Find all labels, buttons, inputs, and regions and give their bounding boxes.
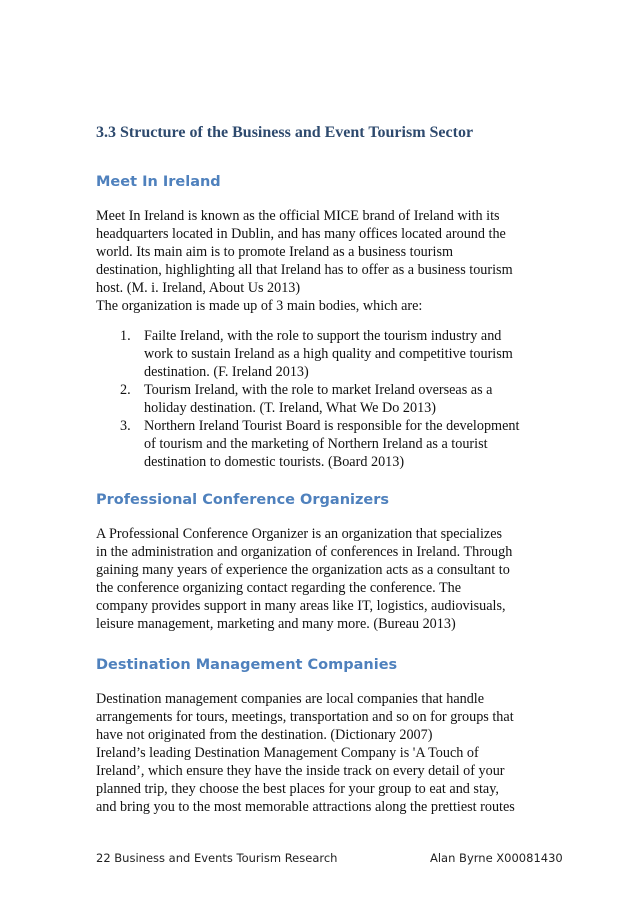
paragraph-line: arrangements for tours, meetings, transportation and so on for groups that xyxy=(96,709,514,725)
paragraph-line: Ireland’, which ensure they have the inside track on every detail of your xyxy=(96,763,505,779)
paragraph-line: A Professional Conference Organizer is an organization that specializes xyxy=(96,526,503,542)
list-item-line: holiday destination. (T. Ireland, What We Do 2013) xyxy=(144,400,436,416)
paragraph-line: leisure management, marketing and many more. (Bureau 2013) xyxy=(96,616,456,632)
list-item-line: Failte Ireland, with the role to support the tourism industry and xyxy=(144,328,502,344)
list-number: 3. xyxy=(120,418,131,434)
paragraph-line: headquarters located in Dublin, and has many offices located around the xyxy=(96,226,506,242)
list-item-line: destination to domestic tourists. (Board 2013) xyxy=(144,454,405,470)
dmc-paragraph xyxy=(96,690,556,816)
list-item-line: Northern Ireland Tourist Board is responsible for the development xyxy=(144,418,520,434)
paragraph-line: gaining many years of experience the organization acts as a consultant to xyxy=(96,562,510,578)
paragraph-line: Destination management companies are local companies that handle xyxy=(96,691,485,707)
paragraph-line: the conference organizing contact regarding the conference. The xyxy=(96,580,462,596)
dmc-heading: Destination Management Companies xyxy=(96,657,398,673)
paragraph-line: Ireland’s leading Destination Management Company is 'A Touch of xyxy=(96,745,479,761)
paragraph-line: planned trip, they choose the best places for your group to eat and stay, xyxy=(96,781,499,797)
paragraph-line: and bring you to the most memorable attractions along the prettiest routes xyxy=(96,799,515,815)
list-number: 1. xyxy=(120,328,131,344)
paragraph-line: world. Its main aim is to promote Ireland as a business tourism xyxy=(96,244,453,260)
list-item-line: destination. (F. Ireland 2013) xyxy=(144,364,309,380)
list-item-line: work to sustain Ireland as a high quality and competitive tourism xyxy=(144,346,513,362)
ireland-bodies-list xyxy=(120,327,560,471)
list-item xyxy=(120,327,560,381)
footer-page-title: 22 Business and Events Tourism Research xyxy=(96,851,338,865)
section-title: 3.3 Structure of the Business and Event Tourism Sector xyxy=(96,124,474,141)
pco-paragraph xyxy=(96,525,556,633)
list-item xyxy=(120,417,560,471)
meet-in-ireland-paragraph xyxy=(96,207,556,315)
paragraph-line: company provides support in many areas like IT, logistics, audiovisuals, xyxy=(96,598,506,614)
list-number: 2. xyxy=(120,382,131,398)
pco-heading: Professional Conference Organizers xyxy=(96,492,390,508)
meet-in-ireland-heading: Meet In Ireland xyxy=(96,174,221,190)
list-item-line: Tourism Ireland, with the role to market Ireland overseas as a xyxy=(144,382,493,398)
footer-author: Alan Byrne X00081430 xyxy=(430,851,563,865)
paragraph-line: have not originated from the destination. (Dictionary 2007) xyxy=(96,727,433,743)
list-item-line: of tourism and the marketing of Northern Ireland as a tourist xyxy=(144,436,488,452)
paragraph-line: destination, highlighting all that Ireland has to offer as a business tourism xyxy=(96,262,513,278)
paragraph-line: host. (M. i. Ireland, About Us 2013) xyxy=(96,280,301,296)
list-item xyxy=(120,381,560,417)
paragraph-line: The organization is made up of 3 main bodies, which are: xyxy=(96,298,423,314)
paragraph-line: Meet In Ireland is known as the official MICE brand of Ireland with its xyxy=(96,208,500,224)
paragraph-line: in the administration and organization of conferences in Ireland. Through xyxy=(96,544,513,560)
